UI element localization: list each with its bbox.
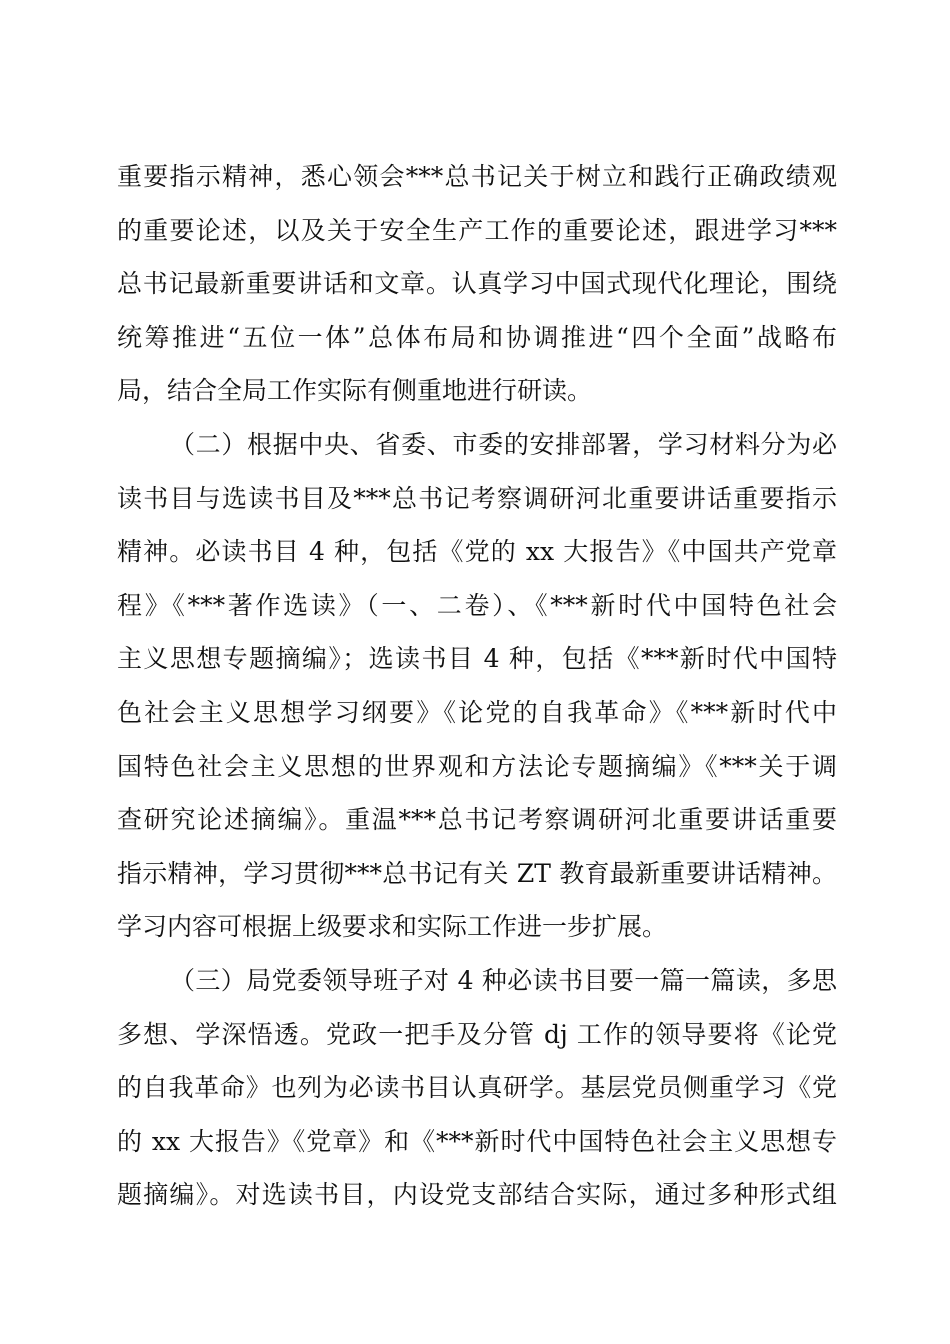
text-line: 总书记最新重要讲话和文章。认真学习中国式现代化理论，围绕 — [117, 269, 837, 299]
text-line: 的重要论述，以及关于安全生产工作的重要论述，跟进学习*** — [117, 215, 837, 245]
text-line: 学习内容可根据上级要求和实际工作进一步扩展。 — [117, 912, 668, 942]
text-line: 国特色社会主义思想的世界观和方法论专题摘编》《***关于调 — [117, 751, 837, 781]
document-body — [117, 150, 837, 1222]
paragraph-first-line: （二）根据中央、省委、市委的安排部署，学习材料分为必 — [170, 429, 837, 459]
text-line: 主义思想专题摘编》；选读书目 4 种，包括《***新时代中国特 — [117, 644, 837, 674]
paragraph-first-line: （三）局党委领导班子对 4 种必读书目要一篇一篇读，多思 — [170, 965, 837, 995]
text-line: 程》《***著作选读》（一、二卷）、《***新时代中国特色社会 — [117, 590, 837, 620]
text-line: 重要指示精神，悉心领会***总书记关于树立和践行正确政绩观 — [117, 162, 837, 191]
text-line: 的 xx 大报告》《党章》和《***新时代中国特色社会主义思想专 — [117, 1126, 837, 1156]
text-line: 多想、学深悟透。党政一把手及分管 dj 工作的领导要将《论党 — [117, 1019, 837, 1049]
text-line: 的自我革命》也列为必读书目认真研学。基层党员侧重学习《党 — [117, 1073, 837, 1103]
text-line: 查研究论述摘编》。重温***总书记考察调研河北重要讲话重要 — [117, 805, 837, 835]
text-line: 色社会主义思想学习纲要》《论党的自我革命》《***新时代中 — [117, 697, 837, 727]
text-line: 精神。必读书目 4 种，包括《党的 xx 大报告》《中国共产党章 — [117, 537, 837, 567]
text-line: 指示精神，学习贯彻***总书记有关 ZT 教育最新重要讲话精神。 — [117, 858, 837, 888]
text-line: 统筹推进“五位一体”总体布局和协调推进“四个全面”战略布 — [117, 322, 837, 352]
text-line: 题摘编》。对选读书目，内设党支部结合实际，通过多种形式组 — [117, 1180, 837, 1210]
text-line: 局，结合全局工作实际有侧重地进行研读。 — [117, 376, 593, 406]
text-line: 读书目与选读书目及***总书记考察调研河北重要讲话重要指示 — [117, 483, 837, 513]
